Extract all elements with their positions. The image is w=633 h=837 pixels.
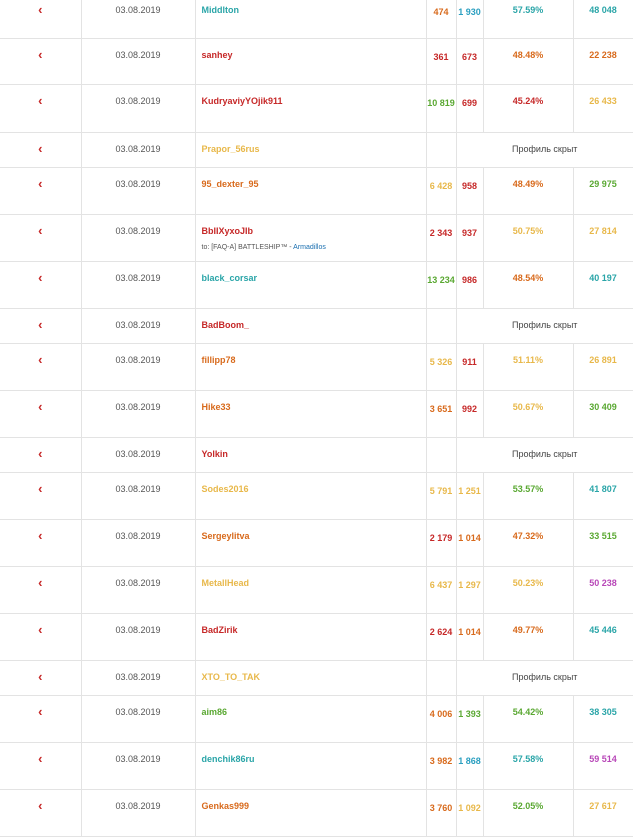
date-cell: 03.08.2019: [81, 567, 195, 614]
recent-battles-cell: 1 930: [456, 0, 483, 39]
date-cell: 03.08.2019: [81, 614, 195, 661]
date-cell: 03.08.2019: [81, 391, 195, 438]
table-row: [0, 696, 633, 743]
collapse-arrow-icon[interactable]: ‹: [0, 262, 81, 309]
recent-battles-cell: 1 868: [456, 743, 483, 790]
hidden-profile-text: Профиль скрыт: [456, 309, 633, 344]
date-cell: 03.08.2019: [81, 168, 195, 215]
player-name-link[interactable]: aim86: [201, 707, 228, 717]
date-cell: 03.08.2019: [81, 696, 195, 743]
date-cell: 03.08.2019: [81, 661, 195, 696]
recent-battles-cell: 937: [456, 215, 483, 262]
rating-cell: 22 238: [573, 39, 633, 85]
table-row: [0, 168, 633, 215]
clan-note-prefix: to: [FAQ-A] BATTLESHIP™ -: [201, 244, 294, 251]
winrate-cell: 50.75%: [483, 215, 573, 262]
player-cell: [195, 438, 426, 473]
battles-cell: [426, 661, 456, 696]
player-name-link[interactable]: Genkas999: [201, 801, 250, 811]
clan-link[interactable]: Armadillos: [293, 244, 326, 251]
collapse-arrow-icon[interactable]: ‹: [0, 133, 81, 168]
player-name-link[interactable]: Yolkin: [201, 449, 228, 459]
rating-cell: 27 617: [573, 790, 633, 837]
rating-cell: 30 409: [573, 391, 633, 438]
rating-cell: 50 238: [573, 567, 633, 614]
battles-cell: 6 428: [426, 168, 456, 215]
clan-note: [202, 244, 426, 251]
collapse-arrow-icon[interactable]: ‹: [0, 344, 81, 391]
rating-cell: 48 048: [573, 0, 633, 39]
winrate-cell: 51.11%: [483, 344, 573, 391]
recent-battles-cell: 1 014: [456, 614, 483, 661]
table-row: [0, 391, 633, 438]
recent-battles-cell: 673: [456, 39, 483, 85]
table-row: [0, 473, 633, 520]
player-cell: [195, 696, 426, 743]
collapse-arrow-icon[interactable]: ‹: [0, 391, 81, 438]
battles-cell: 3 760: [426, 790, 456, 837]
battles-cell: 6 437: [426, 567, 456, 614]
date-cell: 03.08.2019: [81, 133, 195, 168]
player-cell: [195, 391, 426, 438]
table-row: [0, 661, 633, 696]
date-cell: 03.08.2019: [81, 85, 195, 133]
battles-cell: 5 326: [426, 344, 456, 391]
rating-cell: 27 814: [573, 215, 633, 262]
collapse-arrow-icon[interactable]: ‹: [0, 743, 81, 790]
date-cell: 03.08.2019: [81, 344, 195, 391]
rating-cell: 26 433: [573, 85, 633, 133]
player-cell: [195, 0, 426, 39]
battles-cell: [426, 309, 456, 344]
recent-battles-cell: 911: [456, 344, 483, 391]
recent-battles-cell: 1 297: [456, 567, 483, 614]
table-row: [0, 743, 633, 790]
collapse-arrow-icon[interactable]: ‹: [0, 309, 81, 344]
date-cell: 03.08.2019: [81, 743, 195, 790]
hidden-profile-text: Профиль скрыт: [456, 661, 633, 696]
player-name-link[interactable]: black_corsar: [201, 273, 258, 283]
table-row: [0, 0, 633, 39]
battles-cell: 10 819: [426, 85, 456, 133]
date-cell: 03.08.2019: [81, 262, 195, 309]
table-row: [0, 215, 633, 262]
table-row: [0, 567, 633, 614]
rating-cell: 26 891: [573, 344, 633, 391]
player-name-link[interactable]: denchik86ru: [201, 754, 255, 764]
date-cell: 03.08.2019: [81, 790, 195, 837]
rating-cell: 38 305: [573, 696, 633, 743]
battles-cell: 5 791: [426, 473, 456, 520]
rating-cell: 41 807: [573, 473, 633, 520]
player-name-link[interactable]: XTO_TO_TAK: [201, 672, 261, 682]
table-row: [0, 614, 633, 661]
player-cell: [195, 661, 426, 696]
recent-battles-cell: 986: [456, 262, 483, 309]
table-row: [0, 438, 633, 473]
hidden-profile-text: Профиль скрыт: [456, 438, 633, 473]
battles-cell: 2 624: [426, 614, 456, 661]
battles-cell: 2 343: [426, 215, 456, 262]
collapse-arrow-icon[interactable]: ‹: [0, 0, 81, 39]
player-name-link[interactable]: KudryaviyYOjik911: [201, 96, 283, 106]
table-row: [0, 309, 633, 344]
collapse-arrow-icon[interactable]: ‹: [0, 215, 81, 262]
table-row: [0, 790, 633, 837]
rating-cell: 40 197: [573, 262, 633, 309]
player-cell: [195, 133, 426, 168]
table-row: [0, 39, 633, 85]
winrate-cell: 48.54%: [483, 262, 573, 309]
date-cell: 03.08.2019: [81, 215, 195, 262]
table-row: [0, 85, 633, 133]
table-row: [0, 520, 633, 567]
player-cell: [195, 567, 426, 614]
winrate-cell: 50.67%: [483, 391, 573, 438]
winrate-cell: 49.77%: [483, 614, 573, 661]
recent-battles-cell: 699: [456, 85, 483, 133]
winrate-cell: 54.42%: [483, 696, 573, 743]
recent-battles-cell: 1 393: [456, 696, 483, 743]
battles-cell: 361: [426, 39, 456, 85]
recent-battles-cell: 992: [456, 391, 483, 438]
player-name-link[interactable]: BadZirik: [201, 625, 238, 635]
winrate-cell: 52.05%: [483, 790, 573, 837]
collapse-arrow-icon[interactable]: ‹: [0, 614, 81, 661]
collapse-arrow-icon[interactable]: ‹: [0, 85, 81, 133]
rating-cell: 29 975: [573, 168, 633, 215]
date-cell: 03.08.2019: [81, 473, 195, 520]
collapse-arrow-icon[interactable]: ‹: [0, 168, 81, 215]
collapse-arrow-icon[interactable]: ‹: [0, 39, 81, 85]
player-name-link[interactable]: BadBoom_: [201, 320, 250, 330]
rating-cell: 59 514: [573, 743, 633, 790]
player-cell: [195, 473, 426, 520]
player-cell: [195, 790, 426, 837]
rating-cell: 33 515: [573, 520, 633, 567]
collapse-arrow-icon[interactable]: ‹: [0, 790, 81, 837]
player-cell: [195, 85, 426, 133]
player-cell: [195, 262, 426, 309]
collapse-arrow-icon[interactable]: ‹: [0, 696, 81, 743]
collapse-arrow-icon[interactable]: ‹: [0, 473, 81, 520]
battles-cell: 474: [426, 0, 456, 39]
date-cell: 03.08.2019: [81, 309, 195, 344]
rating-cell: 45 446: [573, 614, 633, 661]
battles-cell: 3 651: [426, 391, 456, 438]
player-name-link[interactable]: Middlton: [201, 5, 239, 15]
player-cell: [195, 39, 426, 85]
player-name-link[interactable]: fillipp78: [201, 355, 236, 365]
date-cell: 03.08.2019: [81, 0, 195, 39]
player-name-link[interactable]: Prapor_56rus: [201, 144, 260, 154]
player-cell: [195, 168, 426, 215]
player-cell: [195, 309, 426, 344]
player-name-link[interactable]: MetallHead: [201, 578, 250, 588]
recent-battles-cell: 1 014: [456, 520, 483, 567]
player-name-link[interactable]: Sodes2016: [201, 484, 249, 494]
player-name-link[interactable]: 95_dexter_95: [201, 179, 259, 189]
battles-cell: [426, 133, 456, 168]
date-cell: 03.08.2019: [81, 39, 195, 85]
winrate-cell: 57.59%: [483, 0, 573, 39]
player-cell: [195, 344, 426, 391]
winrate-cell: 50.23%: [483, 567, 573, 614]
collapse-arrow-icon[interactable]: ‹: [0, 520, 81, 567]
battles-cell: 13 234: [426, 262, 456, 309]
player-cell: [195, 520, 426, 567]
collapse-arrow-icon[interactable]: ‹: [0, 567, 81, 614]
table-row: [0, 133, 633, 168]
winrate-cell: 53.57%: [483, 473, 573, 520]
date-cell: 03.08.2019: [81, 438, 195, 473]
collapse-arrow-icon[interactable]: ‹: [0, 661, 81, 696]
winrate-cell: 45.24%: [483, 85, 573, 133]
battles-cell: 2 179: [426, 520, 456, 567]
winrate-cell: 48.48%: [483, 39, 573, 85]
player-name-link[interactable]: Hike33: [201, 402, 231, 412]
player-name-link[interactable]: Sergeylitva: [201, 531, 250, 541]
battles-cell: 4 006: [426, 696, 456, 743]
recent-battles-cell: 1 092: [456, 790, 483, 837]
recent-battles-cell: 1 251: [456, 473, 483, 520]
battles-cell: [426, 438, 456, 473]
collapse-arrow-icon[interactable]: ‹: [0, 438, 81, 473]
winrate-cell: 48.49%: [483, 168, 573, 215]
table-row: [0, 262, 633, 309]
player-name-link[interactable]: sanhey: [201, 50, 233, 60]
hidden-profile-text: Профиль скрыт: [456, 133, 633, 168]
battles-cell: 3 982: [426, 743, 456, 790]
recent-battles-cell: 958: [456, 168, 483, 215]
player-cell: [195, 215, 426, 262]
winrate-cell: 47.32%: [483, 520, 573, 567]
date-cell: 03.08.2019: [81, 520, 195, 567]
player-name-link[interactable]: BbIIXyxoJIb: [201, 226, 254, 236]
player-cell: [195, 743, 426, 790]
table-row: [0, 344, 633, 391]
winrate-cell: 57.58%: [483, 743, 573, 790]
player-cell: [195, 614, 426, 661]
